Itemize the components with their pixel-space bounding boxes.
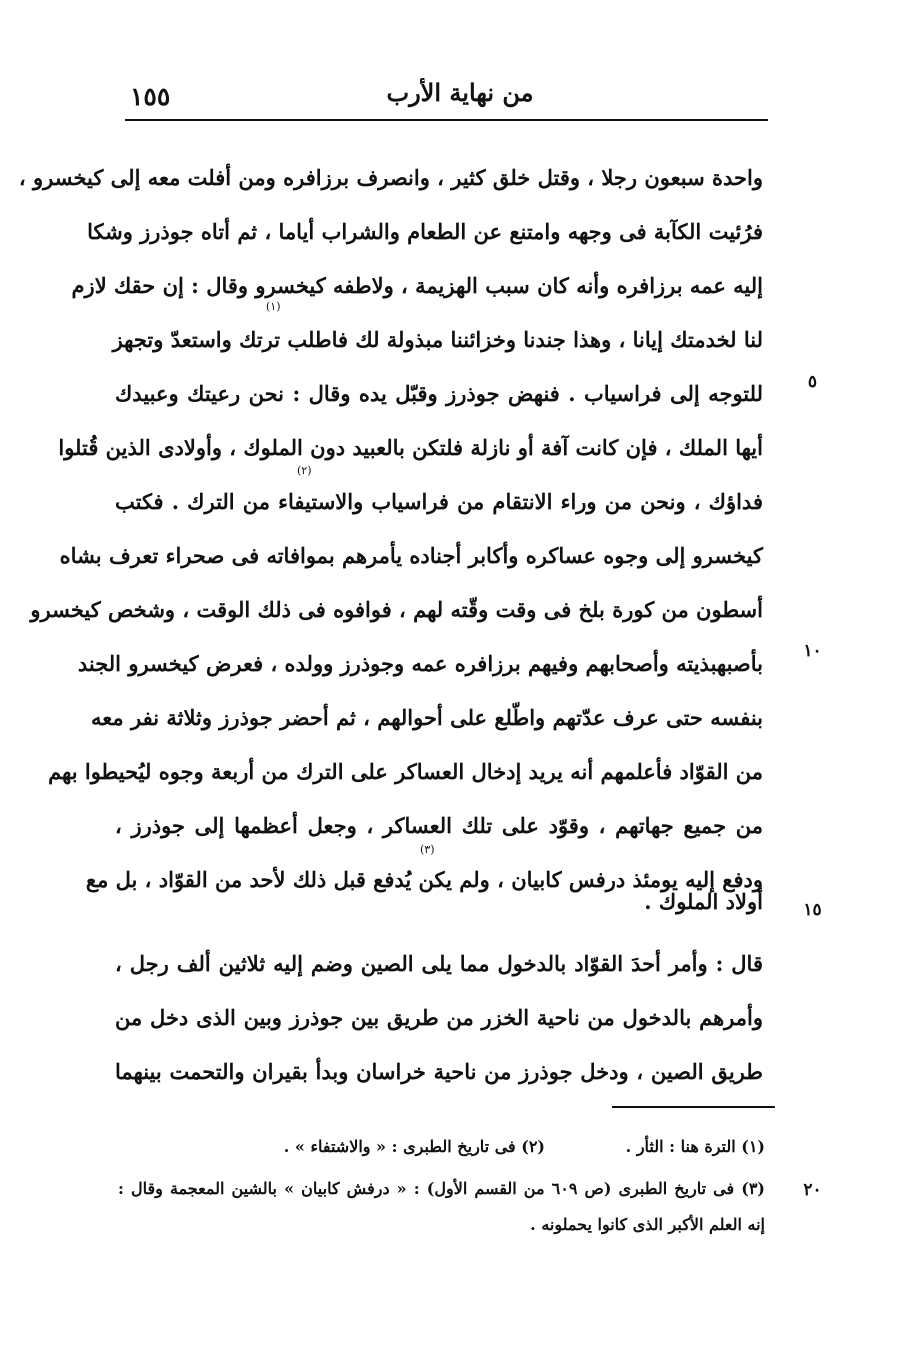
header-rule bbox=[125, 119, 768, 121]
line-number: ٢٠ bbox=[803, 1180, 822, 1200]
text-line: وأمرهم بالدخول من ناحية الخزر من طريق بين جوذرز وبين الذى دخل من bbox=[115, 1005, 763, 1030]
text-line: ودفع إليه يومئذ درفس كابيان ، ولم يكن يُدفع قبل ذلك لأحد من القوّاد ، بل مع bbox=[85, 867, 763, 892]
text-line-paragraph-start: قال : وأمر أحدَ القوّاد بالدخول مما يلى الصين وضم إليه ثلاثين ألف رجل ، bbox=[115, 951, 763, 976]
footnote-3-cont: إنه العلم الأكبر الذى كانوا يحملونه . bbox=[530, 1215, 765, 1234]
text-line: فداؤك ، ونحن من وراء الانتقام من فراسياب والاستيفاء من الترك . فكتب bbox=[115, 489, 763, 514]
text-line: بنفسه حتى عرف عدّتهم واطّلع على أحوالهم ، ثم أحضر جوذرز وثلاثة نفر معه bbox=[91, 705, 763, 730]
text-line: من القوّاد فأعلمهم أنه يريد إدخال العساكر على الترك من أربعة وجوه ليُحيطوا بهم bbox=[48, 759, 763, 784]
footnote-marker-1: (١) bbox=[266, 300, 281, 313]
text-line: للتوجه إلى فراسياب . فنهض جوذرز وقبّل يده وقال : نحن رعيتك وعبيدك bbox=[115, 381, 763, 406]
text-line: فرُئيت الكآبة فى وجهه وامتنع عن الطعام والشراب أياما ، ثم أتاه جوذرز وشكا bbox=[87, 219, 763, 244]
page-number: ١٥٥ bbox=[130, 82, 171, 111]
text-line-paragraph-end: أولاد الملوك . bbox=[644, 889, 763, 914]
text-line: لنا لخدمتك إيانا ، وهذا جندنا وخزائننا مبذولة لك فاطلب ترتك واستعدّ وتجهز bbox=[112, 327, 763, 352]
footnote-2: (٢) فى تاريخ الطبرى : « والاشتفاء » . bbox=[283, 1137, 545, 1156]
text-line: واحدة سبعون رجلا ، وقتل خلق كثير ، وانصرف برزافره ومن أفلت معه إلى كيخسرو ، bbox=[18, 165, 763, 190]
text-line: من جميع جهاتهم ، وقوّد على تلك العساكر ، وجعل أعظمها إلى جوذرز ، bbox=[115, 813, 763, 838]
text-line: بأصبهبذيته وأصحابهم وفيهم برزافره عمه وجوذرز وولده ، فعرض كيخسرو الجند bbox=[77, 651, 763, 676]
line-number: ١٥ bbox=[803, 900, 822, 920]
footnote-marker-3: (٣) bbox=[420, 843, 435, 856]
line-number: ٥ bbox=[807, 372, 818, 392]
text-line: كيخسرو إلى وجوه عساكره وأكابر أجناده يأمرهم بموافاته فى صحراء تعرف بشاه bbox=[59, 543, 763, 568]
footnote-1: (١) الترة هنا : الثأر . bbox=[625, 1137, 765, 1156]
line-number: ١٠ bbox=[803, 641, 822, 661]
text-line: أسطون من كورة بلخ فى وقت وقّته لهم ، فوافوه فى ذلك الوقت ، وشخص كيخسرو bbox=[30, 597, 763, 622]
text-line: أيها الملك ، فإن كانت آفة أو نازلة فلتكن بالعبيد دون الملوك ، وأولادى الذين قُتلوا bbox=[58, 435, 763, 460]
footnote-3: (٣) فى تاريخ الطبرى (ص ٦٠٩ من القسم الأول) : « درفش كابيان » بالشين المعجمة وقال : bbox=[118, 1179, 765, 1198]
text-line: طريق الصين ، ودخل جوذرز من ناحية خراسان وبدأ بقيران والتحمت بينهما bbox=[115, 1059, 763, 1084]
running-title: من نهاية الأرب bbox=[386, 78, 534, 107]
footnote-rule bbox=[612, 1106, 775, 1108]
text-line: إليه عمه برزافره وأنه كان سبب الهزيمة ، ولاطفه كيخسرو وقال : إن حقك لازم bbox=[71, 273, 763, 298]
footnote-marker-2: (٢) bbox=[297, 464, 312, 477]
